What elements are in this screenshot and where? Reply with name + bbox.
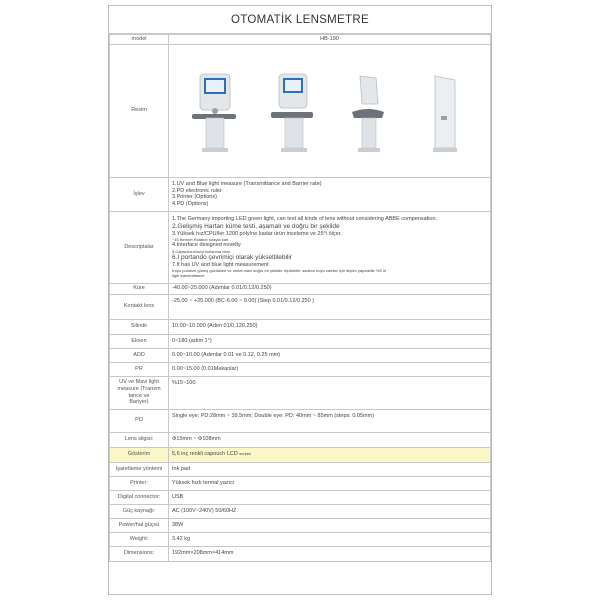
model-label: model [110, 35, 169, 45]
table-row [110, 348, 491, 362]
desc-line: ~15 Bennet Rotaton sırayla kart [172, 237, 229, 243]
table-row [110, 283, 491, 294]
desc-line: 7.It has UV and blue light measurement [172, 261, 269, 268]
table-row [110, 432, 491, 447]
table-row [110, 476, 491, 490]
table-row [110, 518, 491, 532]
isaret-label: İşaretleme yöntemi [110, 462, 169, 476]
spec-sheet [108, 5, 492, 595]
eksen-value: 0~180 (adım 1°) [169, 334, 491, 348]
desc-line: light transmittance [172, 273, 205, 279]
table-row [110, 409, 491, 432]
islev-line: 1.UV and Blue light measure (Transmittance and Barrier rate) [172, 180, 322, 187]
uv-label-line: tance ve [128, 392, 150, 399]
gosterim-suffix: screen [239, 451, 252, 457]
gosterim-value [169, 447, 491, 462]
uv-label-line: UV ve Mavi light [119, 379, 159, 386]
desc-line: 2.Gelişmiş Hartan küme testi, aşamalı ve doğru bir şekilde [172, 222, 340, 230]
pd-value: Single eye: PD:28mm ~ 39.5mm; Double eye: PD: 40mm ~ 85mm (steps: 0.05mm) [169, 409, 491, 432]
dims-value: 192mm×208mm×414mm [169, 546, 491, 561]
islev-label: İşlev [110, 177, 169, 211]
uv-label-line: Bariyer) [129, 399, 149, 406]
pr-label: PR [110, 362, 169, 376]
uv-value: %15~100 [169, 376, 491, 409]
islev-value [169, 177, 491, 211]
table-row [110, 44, 491, 177]
product-images [169, 44, 491, 177]
digital-label: Digital connector: [110, 490, 169, 504]
desc-line: 1.The Germany importing LED green light, can test all kinds of lens without considering ABBE compensation. [172, 215, 438, 222]
table-row [110, 334, 491, 348]
gosterim-label: Gösterim [110, 447, 169, 462]
dims-label: Dimensions: [110, 546, 169, 561]
kontakt-label: Kontakt lens [110, 294, 169, 319]
kure-label: Küre [110, 283, 169, 294]
silindir-value: 10.00~10.000 (Adım 01/0,120.250) [169, 319, 491, 334]
lensmeter-front-image [184, 68, 244, 154]
lensmeter-angle-image [261, 68, 321, 154]
spec-table [109, 34, 491, 562]
islev-line: 2.PD electronic ruler [172, 187, 222, 194]
eksen-label: Eksen [110, 334, 169, 348]
isaret-value: Ink pad [169, 462, 491, 476]
table-row [110, 319, 491, 334]
desc-line: Koyu polarize güneş gözlükleri ve metal mavi doğru bir şekilde ölçülebilir, sadece koyu camlar için ölçüm yapılabilir %3 of [172, 268, 387, 274]
table-row [110, 504, 491, 518]
lens-value: Φ15mm ~ Φ108mm [169, 432, 491, 447]
desc-value [169, 211, 491, 283]
uv-label [110, 376, 169, 409]
weight-label: Weight: [110, 532, 169, 546]
kontakt-value: -25.00 ~ +25.000 (BC-6.00 ~ 9.00) (Step 0.01/0.12/0.250 ) [169, 294, 491, 319]
islev-line: 3.Printer (Options) [172, 194, 217, 201]
kure-value: -40.00~25.000 (Adımlar 0.01/0.12/0.250) [169, 283, 491, 294]
table-row [110, 490, 491, 504]
lensmeter-back-image [415, 68, 475, 154]
desc-line: 4.Interface designed novelty. [172, 242, 242, 249]
tuketim-value: 38W [169, 518, 491, 532]
desc-line: 6.I portando çevrimiçi olarak yükseltilebilir [172, 253, 292, 261]
table-row [110, 546, 491, 561]
table-row [110, 211, 491, 283]
page-title: OTOMATİK LENSMETRE [109, 6, 491, 34]
desc-label: Descriptalar [110, 211, 169, 283]
desc-line: 5.Capachoucho/yi kullanma nton [172, 248, 231, 254]
table-row [110, 177, 491, 211]
desc-line: 3.Yüksek hız/CPU/ler 1200 poly/ne kadar ürün inceleme ve 25°i ölçer. [172, 230, 342, 237]
printer-value: Yüksek hızlı termal yazıcı [169, 476, 491, 490]
pr-value: 0.00~15.00 (0.01Mekanlar) [169, 362, 491, 376]
tuketim-label: Power/hal güçsü [110, 518, 169, 532]
weight-value: 3.42 kg [169, 532, 491, 546]
gosterim-text: 5,6 inç renkli capouch LCD [172, 451, 238, 458]
uv-label-line: measure (Transm [117, 386, 161, 392]
add-label: ADD [110, 348, 169, 362]
model-value: HB-190 [169, 35, 491, 45]
lensmeter-side-image [338, 68, 398, 154]
printer-label: Printer: [110, 476, 169, 490]
guc-label: Güç kaynağı: [110, 504, 169, 518]
table-row [110, 294, 491, 319]
digital-value: USB [169, 490, 491, 504]
table-row [110, 532, 491, 546]
table-row [110, 462, 491, 476]
table-row [110, 35, 491, 45]
table-row [110, 376, 491, 409]
table-row-highlighted [110, 447, 491, 462]
guc-value: AC (100V~240V) 50/60HZ [169, 504, 491, 518]
islev-line: 4.PD (Options) [172, 200, 209, 207]
add-value: 0.00~10.00 (Adımlar 0.01 ve 0.12, 0.25 mm) [169, 348, 491, 362]
silindir-label: Silindir [110, 319, 169, 334]
lens-label: Lens silgisi: [110, 432, 169, 447]
pd-label: PD [110, 409, 169, 432]
table-row [110, 362, 491, 376]
resim-label: Resim [110, 44, 169, 177]
